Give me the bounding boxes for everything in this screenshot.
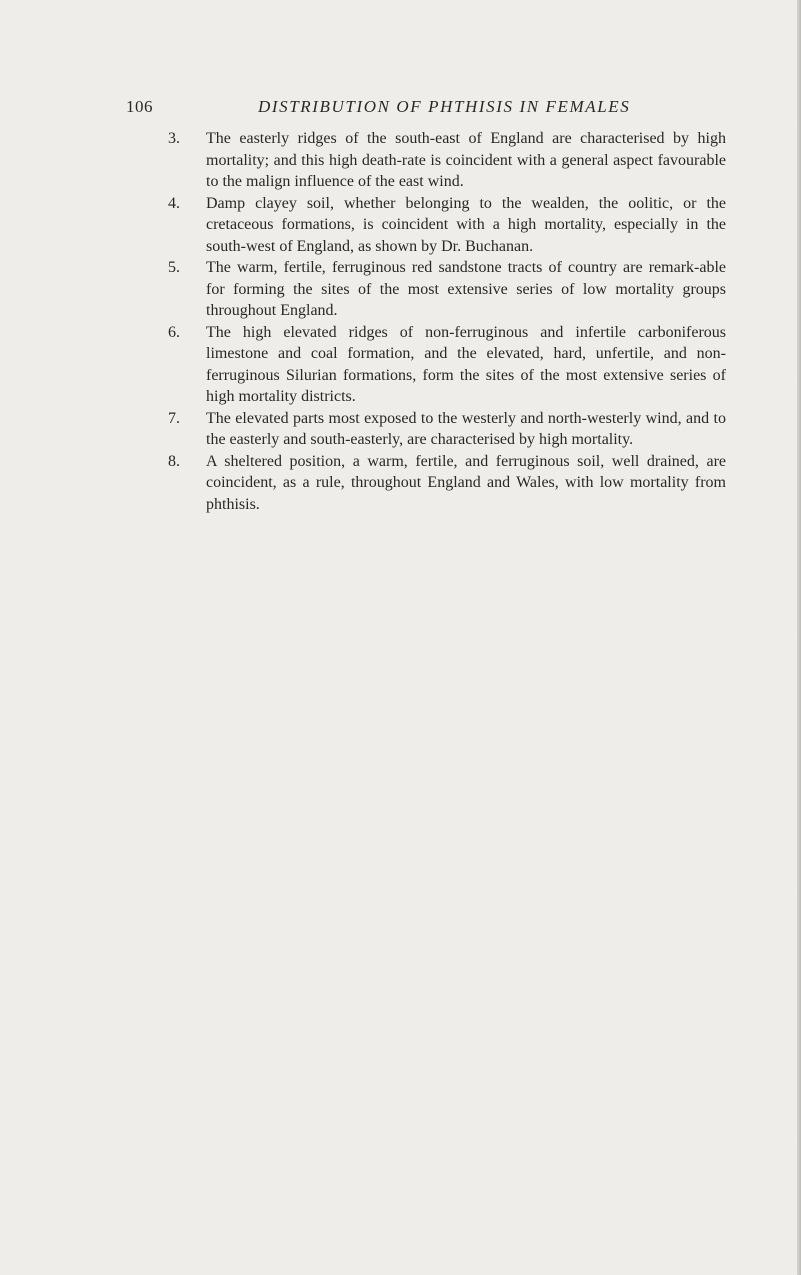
- item-text: The warm, fertile, ferruginous red sandstone tracts of country are remark-able for forming the sites of the most extensive series of low mortality groups throughout England.: [206, 259, 726, 319]
- list-item: [168, 451, 726, 516]
- list-item: [168, 408, 726, 451]
- list-item: [168, 257, 726, 322]
- page-number: 106: [126, 97, 153, 116]
- item-number: 3.: [168, 130, 180, 147]
- page-edge-shadow: [797, 0, 801, 1275]
- item-text: The high elevated ridges of non-ferruginous and infertile carboniferous limestone and coal formation, and the elevated, hard, unfertile, and non-ferruginous Silurian formations, form the sites of the most extensive series of high mortality districts.: [206, 323, 726, 405]
- conclusions-list: [168, 128, 726, 515]
- item-number: 8.: [168, 452, 180, 470]
- item-number: 6.: [168, 323, 180, 341]
- running-header: [126, 97, 686, 121]
- item-text: The easterly ridges of the south-east of England are characterised by high mortality; and this high death-rate is coincident with a general aspect favourable to the malign influence of the east wind.: [206, 130, 726, 190]
- item-text: The elevated parts most exposed to the westerly and north-westerly wind, and to the easterly and south-easterly, are characterised by high mortality.: [206, 409, 726, 448]
- item-text: A sheltered position, a warm, fertile, and ferruginous soil, well drained, are coincident, as a rule, throughout England and Wales, with low mortality from phthisis.: [206, 452, 726, 513]
- item-number: 5.: [168, 259, 180, 276]
- list-item: [168, 193, 726, 258]
- running-title: DISTRIBUTION OF PHTHISIS IN FEMALES: [258, 97, 631, 116]
- item-number: 4.: [168, 194, 180, 212]
- list-item: [168, 322, 726, 408]
- list-item: [168, 128, 726, 193]
- item-text: Damp clayey soil, whether belonging to the wealden, the oolitic, or the cretaceous formations, is coincident with a high mortality, especially in the south-west of England, as shown by Dr. Buchanan.: [206, 194, 726, 255]
- item-number: 7.: [168, 409, 180, 427]
